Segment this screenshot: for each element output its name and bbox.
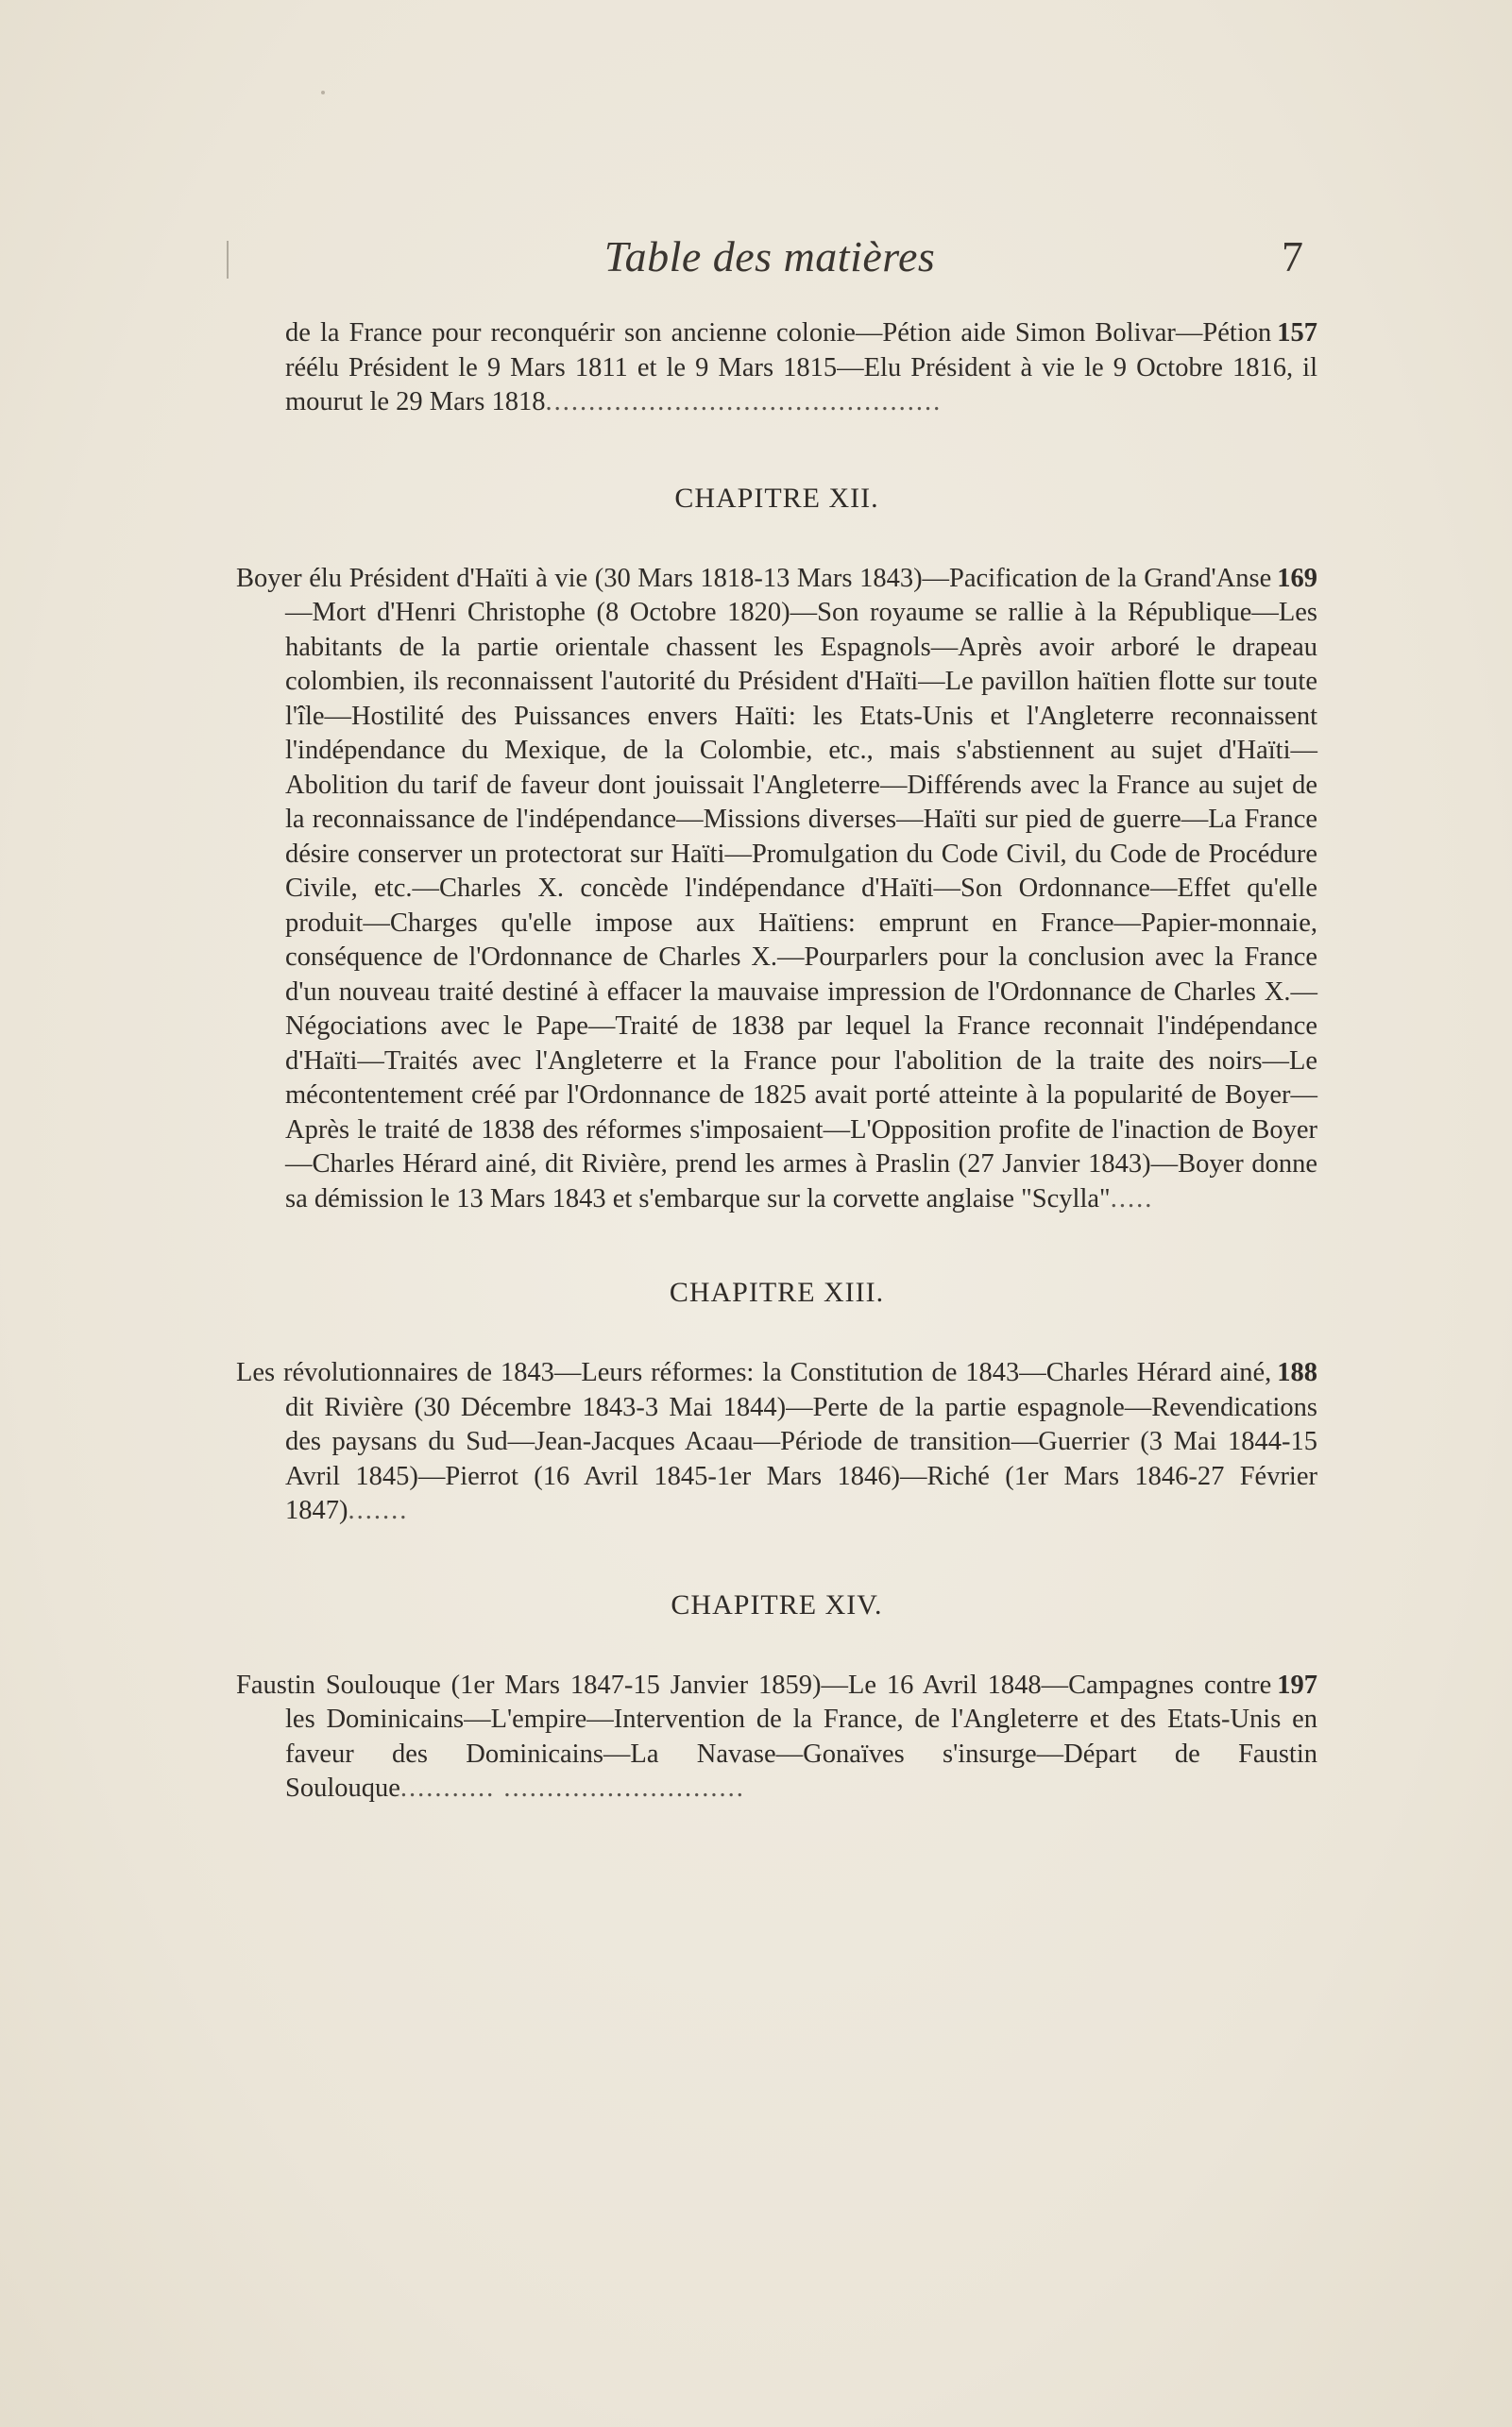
toc-content <box>236 316 1317 1807</box>
entry-page: 197 <box>1277 1670 1317 1700</box>
running-head <box>227 231 1313 297</box>
entry-leader: ....... <box>348 1496 409 1525</box>
chapter-heading-xiii: CHAPITRE XIII. <box>669 1277 885 1308</box>
entry-leader: ..... <box>1110 1183 1154 1214</box>
chapter-heading-xiv: CHAPITRE XIV. <box>671 1588 883 1621</box>
entry-page: 157 <box>1277 318 1317 348</box>
toc-entry-xiii <box>236 1356 1317 1529</box>
running-title: Table des matières <box>603 232 936 280</box>
entry-page: 169 <box>1277 563 1317 593</box>
chapter-heading-xii: CHAPITRE XII. <box>674 482 879 514</box>
toc-entry-xii <box>236 562 1317 1217</box>
entry-text: Faustin Soulouque (1er Mars 1847-15 Janvier 1859)—Le 16 Avril 1848—Campagnes contre les Dominicains—L'empire—Intervention de la France, de l'Angleterre et des Etats-Unis en faveur des Dominicains—La Navase—Gonaïves s'insurge—Départ de Faustin Soulouque <box>236 1670 1317 1803</box>
paper-speck <box>321 91 325 94</box>
entry-text: Boyer élu Président d'Haïti à vie (30 Mars 1818-13 Mars 1843)—Pacification de la Grand'Anse—Mort d'Henri Christophe (8 Octobre 1820)—Son royaume se rallie à la République—Les habitants de la partie orientale chassent les Espagnols—Après avoir arboré le drapeau colombien, ils reconnaissent l'autorité du Président d'Haïti—Le pavillon haïtien flotte sur toute l'île—Hostilité des Puissances envers Haïti: les Etats-Unis et l'Angleterre reconnaissent l'indépendance du Mexique, de la Colombie, etc., mais s'abstiennent au sujet d'Haïti—Abolition du tarif de faveur dont jouissait l'Angleterre—Différends avec la France au sujet de la reconnaissance de l'indépendance—Missions diverses—Haïti sur pied de guerre—La France désire conserver un protectorat sur Haïti—Promulgation du Code Civil, du Code de Procédure Civile, etc.—Charles X. concède l'indépendance d'Haïti—Son Ordonnance—Effet qu'elle produit—Charges qu'elle impose aux Haïtiens: emprunt en France—Papier-monnaie, conséquence de l'Ordonnance de Charles X.—Pourparlers pour la conclusion avec la France d'un nouveau traité destiné à effacer la mauvaise impression de l'Ordonnance de Charles X.—Négociations avec le Pape—Traité de 1838 par lequel la France reconnait l'indépendance d'Haïti—Traités avec l'Angleterre et la France pour l'abolition de la traite des noirs—Le mécontentement créé par l'Ordonnance de 1825 avait porté atteinte à la popularité de Boyer—Après le traité de 1838 des réformes s'imposaient—L'Opposition profite de l'inaction de Boyer—Charles Hérard ainé, dit Rivière, prend les armes à Praslin (27 Janvier 1843)—Boyer donne sa démission le 13 Mars 1843 et s'embarque sur la corvette anglaise "Scylla" <box>236 563 1317 1214</box>
page-number: 7 <box>1282 232 1303 280</box>
entry-text: de la France pour reconquérir son ancienne colonie—Pétion aide Simon Bolivar—Pétion réélu Président le 9 Mars 1811 et le 9 Mars 1815—Elu Président à vie le 9 Octobre 1816, il mourut le 29 Mars 1818 <box>285 318 1317 416</box>
entry-leader: ........... ............................ <box>399 1774 745 1803</box>
entry-leader: .............................................. <box>545 387 943 416</box>
entry-text: Les révolutionnaires de 1843—Leurs réformes: la Constitution de 1843—Charles Hérard ainé, dit Rivière (30 Décembre 1843-3 Mai 1844)—Perte de la partie espagnole—Revendications des paysans du Sud—Jean-Jacques Acaau—Période de transition—Guerrier (3 Mai 1844-15 Avril 1845)—Pierrot (16 Avril 1845-1er Mars 1846)—Riché (1er Mars 1846-27 Février 1847) <box>236 1358 1317 1525</box>
toc-entry-xiv <box>236 1669 1317 1807</box>
entry-page: 188 <box>1277 1358 1317 1387</box>
toc-entry-continuation <box>236 316 1317 420</box>
